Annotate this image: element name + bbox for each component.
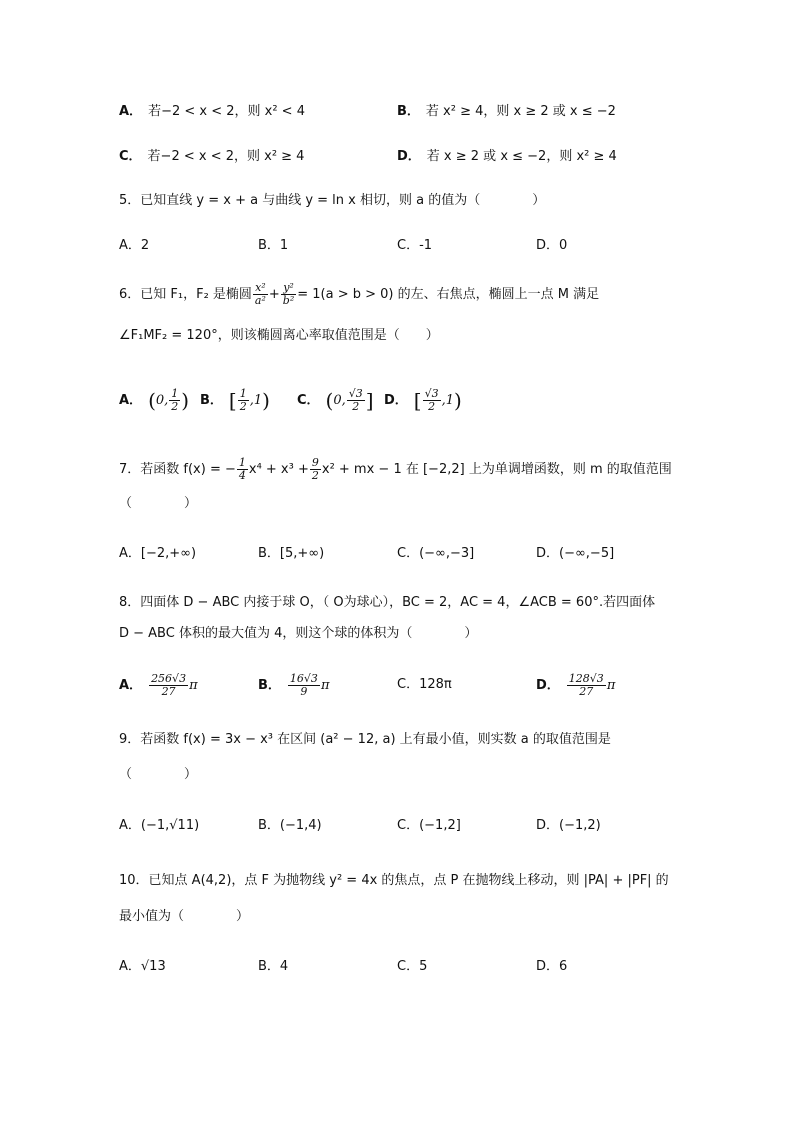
q4-option-c-text: 若−2 < x < 2，则 x² ≥ 4 bbox=[147, 149, 305, 164]
q4-option-a: A． 若−2 < x < 2，则 x² < 4 bbox=[119, 104, 305, 119]
q4-option-d-text: 若 x ≥ 2 或 x ≤ −2，则 x² ≥ 4 bbox=[426, 149, 617, 164]
q7-option-a: A．[−2,+∞) bbox=[119, 546, 197, 561]
q4-option-b-text: 若 x² ≥ 4，则 x ≥ 2 或 x ≤ −2 bbox=[425, 104, 616, 119]
q9-option-d: D．(−1,2) bbox=[536, 818, 601, 833]
q5-option-b: B．1 bbox=[258, 238, 289, 253]
q9-stem: 9．若函数 f(x) = 3x − x³ 在区间 (a² − 12, a) 上有最小值，则实数 a 的取值范围是 bbox=[119, 732, 611, 747]
q7-option-c: C．(−∞,−3] bbox=[397, 546, 475, 561]
q8-option-d: D． $\frac{128√3}{27}$ π bbox=[536, 672, 616, 698]
q5-option-d: D．0 bbox=[536, 238, 568, 253]
q5-stem: 5．已知直线 y = x + a 与曲线 y = ln x 相切，则 a 的值为（ ） bbox=[119, 193, 546, 208]
q9-option-b: B．(−1,4) bbox=[258, 818, 322, 833]
q6-fraction-x: $\frac{\text{x²}}{\text{a²}}$ bbox=[254, 281, 266, 307]
q5-option-c: C．-1 bbox=[397, 238, 433, 253]
q10-option-a: A．√13 bbox=[119, 959, 166, 974]
q6-option-c: C． (0, $\frac{√3}{2}$ ] bbox=[297, 387, 374, 413]
q10-stem: 10．已知点 A(4,2)，点 F 为抛物线 y² = 4x 的焦点，点 P 在抛物线上移动，则 |PA| + |PF| 的 bbox=[119, 873, 669, 888]
q4-option-b: B． 若 x² ≥ 4，则 x ≥ 2 或 x ≤ −2 bbox=[397, 104, 616, 119]
q6-option-b: B． [ $\frac{1}{2}$ ,1) bbox=[200, 387, 270, 413]
q10-stem-line2: 最小值为（ ） bbox=[119, 909, 250, 924]
q6-option-a: A． (0, $\frac{1}{2}$ ) bbox=[119, 387, 190, 413]
q6-fraction-y: $\frac{\text{y²}}{\text{b²}}$ bbox=[282, 281, 295, 307]
q7-fraction-nine-halves: $\frac{9}{2}$ bbox=[311, 456, 319, 482]
q5-option-a: A．2 bbox=[119, 238, 150, 253]
q4-option-c: C． 若−2 < x < 2，则 x² ≥ 4 bbox=[119, 149, 305, 164]
q8-option-c: C．128π bbox=[397, 677, 452, 692]
q7-fraction-quarter: $\frac{1}{4}$ bbox=[238, 456, 246, 482]
q7-stem: 7．若函数 f(x) = − $\frac{1}{4}$ x⁴ + x³ + $\frac{9}{2}$ x² + mx − 1 在 [−2,2] 上为单调增函数，则 m 的取值范围 bbox=[119, 456, 672, 482]
q8-stem-line2: D − ABC 体积的最大值为 4，则这个球的体积为（ ） bbox=[119, 626, 478, 641]
q10-option-c: C．5 bbox=[397, 959, 428, 974]
q9-option-a: A．(−1,√11) bbox=[119, 818, 200, 833]
q7-stem-line2: （ ） bbox=[119, 496, 198, 511]
q10-option-b: B．4 bbox=[258, 959, 289, 974]
q4-option-d: D． 若 x ≥ 2 或 x ≤ −2，则 x² ≥ 4 bbox=[397, 149, 617, 164]
q9-stem-line2: （ ） bbox=[119, 767, 198, 782]
q9-option-c: C．(−1,2] bbox=[397, 818, 461, 833]
q6-stem-line2: ∠F₁MF₂ = 120°，则该椭圆离心率取值范围是（ ） bbox=[119, 328, 439, 343]
q8-option-a: A． $\frac{256√3}{27}$ π bbox=[119, 672, 198, 698]
q7-option-d: D．(−∞,−5] bbox=[536, 546, 615, 561]
q10-option-d: D．6 bbox=[536, 959, 568, 974]
q7-option-b: B．[5,+∞) bbox=[258, 546, 325, 561]
q6-option-d: D． [ $\frac{√3}{2}$ ,1) bbox=[384, 387, 462, 413]
q8-stem: 8．四面体 D − ABC 内接于球 O，（ O为球心），BC = 2，AC = 4，∠ACB = 60°.若四面体 bbox=[119, 595, 656, 610]
q8-option-b: B． $\frac{16√3}{9}$ π bbox=[258, 672, 330, 698]
q6-stem: 6．已知 F₁，F₂ 是椭圆 $\frac{\text{x²}}{\text{a²}}$ + $\frac{\text{y²}}{\text{b²}}$ = 1(a > b > 0) 的左、右焦点，椭圆上一点 M 满足 bbox=[119, 281, 600, 307]
q4-option-a-text: 若−2 < x < 2，则 x² < 4 bbox=[148, 104, 305, 119]
